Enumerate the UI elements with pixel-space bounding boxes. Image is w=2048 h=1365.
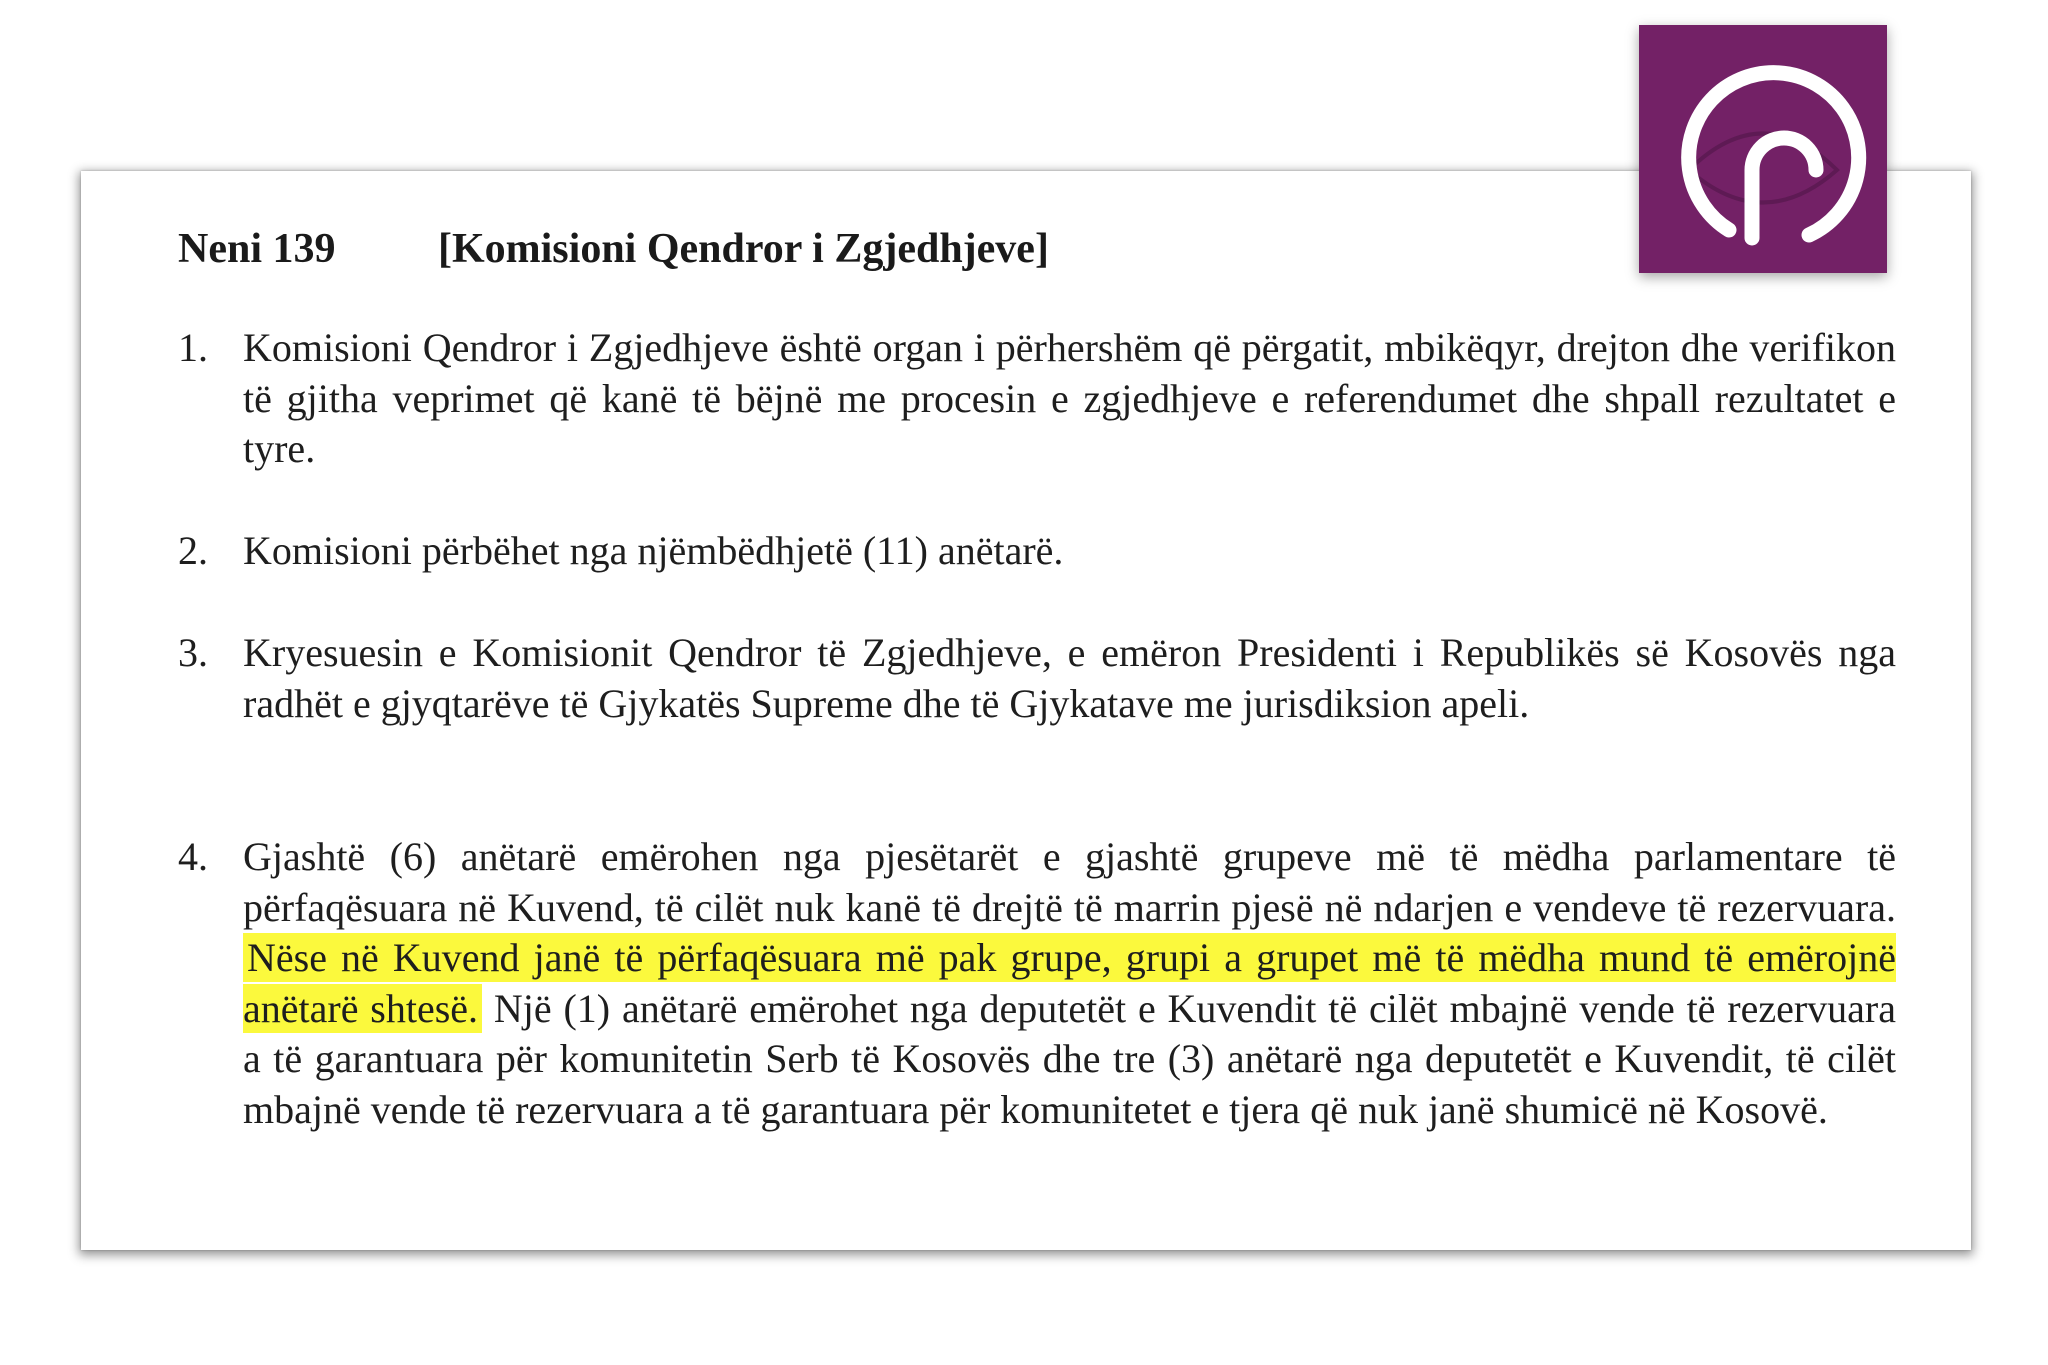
- list-marker: 2.: [178, 528, 208, 573]
- article-title: [Komisioni Qendror i Zgjedhjeve]: [438, 226, 1049, 272]
- p-eye-icon: [1639, 25, 1887, 273]
- list-marker: 3.: [178, 630, 208, 675]
- text-segment: Gjashtë (6) anëtarë emërohen nga pjesëtarët e gjashtë grupeve më të mëdha parlamentare të përfaqësuara në Kuvend, të cilët nuk kanë të drejtë të marrin pjesë në ndarjen e vendeve të rezervuara.: [243, 834, 1896, 930]
- list-marker: 1.: [178, 325, 208, 370]
- list-item-text: Komisioni Qendror i Zgjedhjeve është organ i përhershëm që përgatit, mbikëqyr, drejton dhe verifikon të gjitha veprimet që kanë të bëjnë me procesin e zgjedhjeve e referendumet dhe shpall rezultatet e tyre.: [243, 325, 1896, 471]
- list-item-text: [243, 832, 1896, 1135]
- logo: [1639, 25, 1887, 273]
- list-marker: 4.: [178, 834, 208, 879]
- article-number: Neni 139: [178, 226, 336, 272]
- highlighted-text: Nëse në Kuvend janë të përfaqësuara më pak grupe, grupi a grupet më të mëdha mund të emërojnë anëtarë shtesë.: [243, 935, 1896, 1031]
- list-item-text: Kryesuesin e Komisionit Qendror të Zgjedhjeve, e emëron Presidenti i Republikës së Kosovës nga radhët e gjyqtarëve të Gjykatës Supreme dhe të Gjykatave me jurisdiksion apeli.: [243, 630, 1896, 726]
- text-segment: Një (1) anëtarë emërohet nga deputetët e Kuvendit të cilët mbajnë vende të rezervuara a të garantuara për komunitetin Serb të Kosovës dhe tre (3) anëtarë nga deputetët e Kuvendit, të cilët mbajnë vende të rezervuara a të garantuara për komunitetet e tjera që nuk janë shumicë në Kosovë.: [243, 985, 1897, 1132]
- list-item-text: Komisioni përbëhet nga njëmbëdhjetë (11) anëtarë.: [243, 528, 1064, 573]
